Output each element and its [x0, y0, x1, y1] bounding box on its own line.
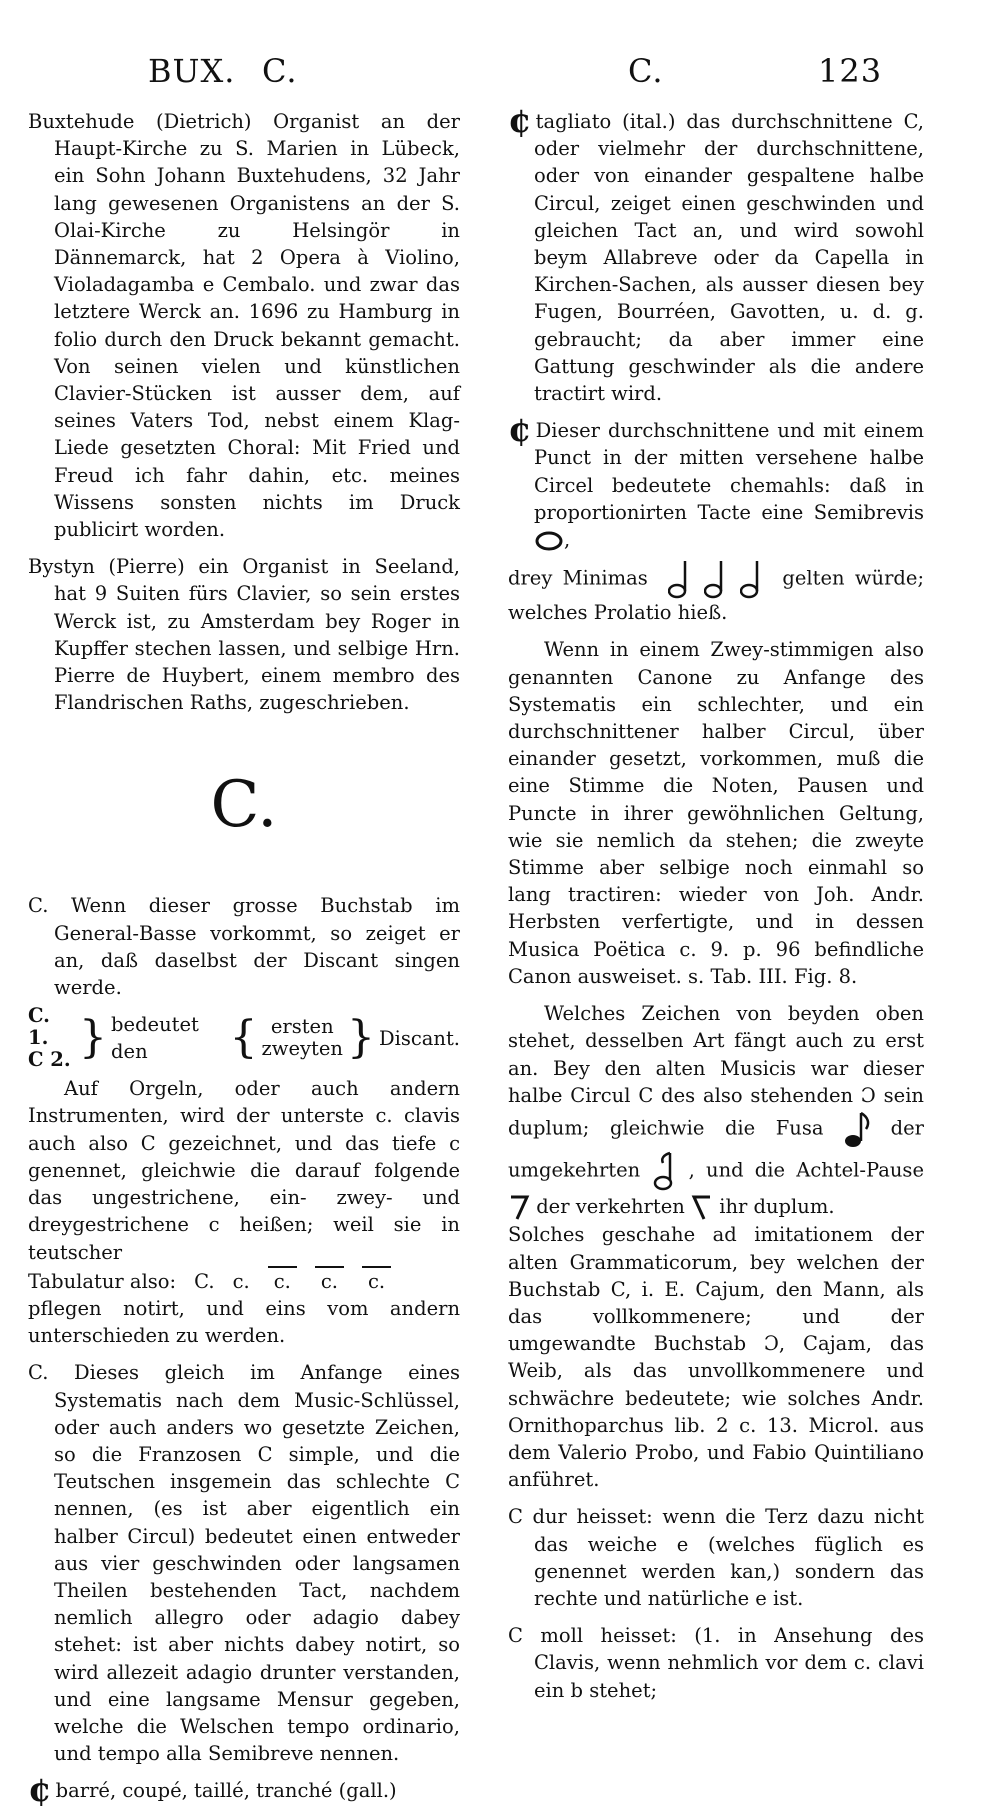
right-column	[508, 101, 925, 1704]
fusa-inverted-icon	[651, 1149, 677, 1193]
brace-word-ersten: ersten	[270, 1015, 334, 1039]
minima-notes	[668, 559, 762, 599]
fusa-note-icon	[844, 1109, 870, 1149]
tab-symbol-5: c.	[362, 1266, 391, 1295]
para-canone: Wenn in einem Zwey-stimmigen also genannten Canone zu Anfange des Systematis ein schlechter, und ein durchschnittener halber Circul, über einander gesetzt, vorkommen, muß die eine Stimme die Noten, Pausen und Puncte in ihrer gewöhnlichen Geltung, wie sie nemlich da stehen; die zweyte Stimme aber selbige noch einmahl so lang tractiren: wieder von Joh. Andr. Herbsten verfertigte, und in dessen Musica Poëtica c. 9. p. 96 befindliche Canon ausweiset. s. Tab. III. Fig. 8.	[508, 638, 924, 988]
tab-symbol-2: c.	[232, 1269, 250, 1293]
curly-brace-open-icon: {	[229, 1012, 258, 1064]
para-zeichen	[508, 1000, 924, 1221]
entry-c-dotted-text: Dieser durchschnittene und mit einem Punct in der mitten versehene halbe Circel bedeutete chemahls: daß in proportionirten Tacte eine Semibrevis	[534, 419, 924, 524]
entry-c-moll: C moll heisset: (1. in Ansehung des Clavis, wenn nehmlich vor dem c. clavi ein b stehet;	[508, 1624, 924, 1702]
entry-bystyn: Bystyn (Pierre) ein Organist in Seeland, hat 9 Suiten fürs Clavier, so sein erstes Werck ist, zu Amsterdam bey Roger in Kupffer stechen lassen, und selbige Hrn. Pierre de Huybert, einem membro des Flandrischen Raths, zugeschrieben.	[28, 555, 460, 715]
brace-word-zweyten: zweyten	[261, 1037, 343, 1061]
dotted-cut-circle-icon: ¢	[508, 410, 532, 451]
running-head-letter-right: C.	[628, 52, 664, 90]
tab-symbol-3: c.	[268, 1266, 297, 1295]
entry-c-dotted-minimas-text: drey Minimas	[508, 566, 648, 590]
running-head-left: BUX.	[148, 52, 236, 90]
entry-c-general-bass: C. Wenn dieser grosse Buchstab im General-Basse vorkommt, so zeiget er an, daß daselbst der Discant singen werde.	[28, 894, 460, 1000]
curly-brace-close-icon: }	[346, 1012, 375, 1064]
para-grammatici: Solches geschahe ad imitationem der alten Grammaticorum, bey welchen der Buchstab C, i. E. Cajum, den Mann, als das vollkommenere; und der umgewandte Buchstab Ɔ, Cajam, das Weib, als das unvollkommenere und schwächre bedeutete; wie solches Andr. Ornithoparchus lib. 2 c. 13. Microl. aus dem Valerio Probo, und Fabio Quintiliano anführet.	[508, 1223, 924, 1492]
tab-symbol-1: C.	[194, 1269, 215, 1293]
para-orgeln-end: pflegen notirt, und eins vom andern unterschieden zu werden.	[28, 1296, 460, 1348]
minima-note-icon	[704, 559, 726, 599]
para-zeichen-a: Welches Zeichen von beyden oben stehet, desselben Art fängt auch zu erst an. Bey den alten Musicis war dieser halbe Circul C des also stehenden Ɔ sein duplum; gleichwie die Fusa	[508, 1002, 924, 1140]
para-zeichen-c: , und die Achtel-Pause	[688, 1158, 924, 1182]
minima-note-icon	[740, 559, 762, 599]
eighth-rest-icon	[508, 1193, 530, 1221]
tabulatur-row	[28, 1266, 460, 1295]
semibreve-note-icon	[534, 529, 564, 553]
curly-brace-icon: }	[79, 1012, 108, 1064]
entry-c-dur: C dur heisset: wenn die Terz dazu nicht das weiche e (welches füglich es genennet werden kan,) sondern das rechte und natürliche e ist.	[508, 1505, 924, 1611]
entry-c-tagliato-text: tagliato (ital.) das durchschnittene C, oder vielmehr der durchschnittene, oder von einander gespaltene halbe Circul, zeiget einen geschwinden und gleichen Tact an, und wird sowohl beym Allabreve oder da Capella in Kirchen-Sachen, als ausser diesen bey Fugen, Bourréen, Gavotten, u. d. g. gebraucht; da aber immer eine Gattung geschwinder als die andere tractirt wird.	[534, 110, 924, 406]
entry-c-dotted: ¢ Dieser durchschnittene und mit einem Punct in der mitten versehene halbe Circel bedeutete chemahls: daß in proportionirten Tacte eine Semibrevis ,	[508, 410, 924, 552]
cut-time-icon: ¢	[28, 1770, 52, 1810]
para-zeichen-b: der umgekehrten	[508, 1116, 925, 1182]
entry-c-tagliato	[508, 101, 924, 407]
tab-symbol-4: c.	[315, 1266, 344, 1295]
brace-c1: C. 1.	[28, 1004, 50, 1050]
entry-c-barre-text: barré, coupé, taillé, tranché (gall.)	[55, 1779, 397, 1803]
para-orgeln: Auf Orgeln, oder auch andern Instrumenten, wird der unterste c. clavis auch also C gezeichnet, und das tiefe c genennet, gleichwie die darauf folgende das ungestrichene, ein- zwey- und dreygestrichene c heißen; weil sie in teutscher	[28, 1077, 460, 1264]
entry-buxtehude: Buxtehude (Dietrich) Organist an der Haupt-Kirche zu S. Marien in Lübeck, ein Sohn Johann Buxtehudens, 32 Jahr lang gewesenen Organistens an der S. Olai-Kirche zu Helsingör in Dännemarck, hat 2 Opera à Violino, Violadagamba e Cembalo. und zwar das letztere Werck an. 1696 zu Hamburg in folio durch den Druck bekannt gemacht. Von seinen vielen und künstlichen Clavier-Stücken ist ausser dem, auf seines Vaters Tod, nebst einem Klag-Liede gesetzten Choral: Mit Fried und Freud ich fahr dahin, etc. meines Wissens sonsten nichts im Druck publicirt worden.	[28, 110, 460, 542]
cut-time-icon: ¢	[508, 101, 532, 141]
para-zeichen-e: ihr duplum.	[719, 1194, 835, 1218]
tabulatur-label: Tabulatur also:	[28, 1269, 177, 1293]
entry-c-dotted-minimas	[508, 559, 924, 626]
brace-object: Discant.	[378, 1026, 460, 1050]
brace-definition	[28, 1005, 460, 1071]
page-number: 123	[818, 52, 883, 90]
brace-verb: bedeutet den	[111, 1013, 199, 1064]
entry-c-barre	[28, 1770, 460, 1810]
left-column	[28, 108, 460, 1810]
eighth-rest-reversed-icon	[691, 1193, 713, 1221]
entry-c-simple: C. Dieses gleich im Anfange eines Systematis nach dem Music-Schlüssel, oder auch anders wo gesetzte Zeichen, so die Franzosen C simple, und die Teutschen insgemein das schlechte C nennen, (es ist aber eigentlich ein halber Circul) bedeutet einen entweder aus vier geschwinden oder langsamen Theilen bestehenden Tact, nachdem nemlich allegro oder adagio dabey stehet: ist aber nichts dabey notirt, so wird allezeit adagio drunter verstanden, und eine langsame Mensur gegeben, welche die Welschen tempo ordinario, und tempo alla Semibreve nennen.	[28, 1361, 460, 1766]
brace-c2: C 2.	[28, 1048, 71, 1072]
section-letter-c: C.	[210, 768, 278, 843]
running-head-letter-left: C.	[262, 52, 298, 90]
minima-note-icon	[668, 559, 690, 599]
para-zeichen-d: der verkehrten	[536, 1194, 685, 1218]
entry-c-dotted-end: gelten würde; welches Prolatio hieß.	[508, 566, 925, 625]
